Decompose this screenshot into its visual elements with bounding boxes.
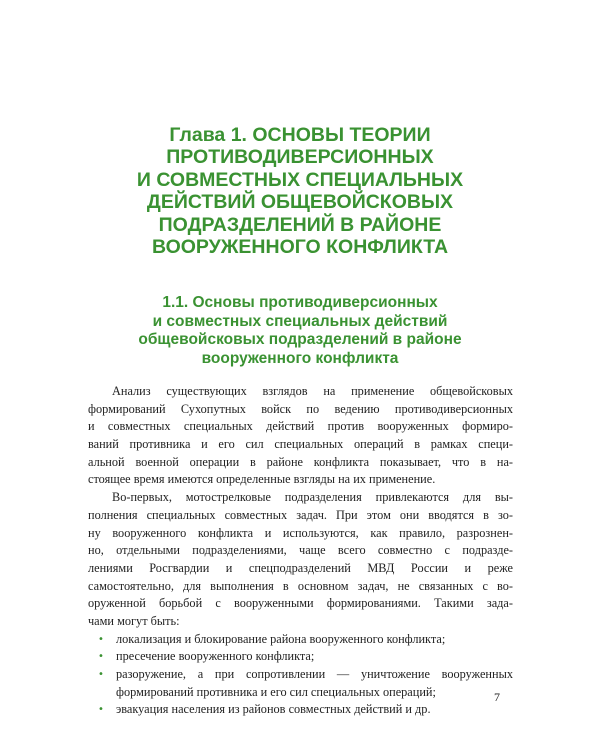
- bullet-text: локализация и блокирование района вооруженного конфликта;: [116, 631, 446, 646]
- text-line: лениями Росгвардии и спецподразделений МВД России и реже: [88, 560, 513, 575]
- chapter-title-line: ДЕЙСТВИЙ ОБЩЕВОЙСКОВЫХ: [146, 191, 454, 214]
- text-line: оруженной борьбой с вооруженными формированиями. Такими зада-: [88, 596, 513, 611]
- bullet-text: формирований противника и его сил специальных операций;: [116, 684, 436, 699]
- bullet-icon: •: [98, 633, 104, 645]
- section-title: [100, 294, 500, 369]
- text-line: но, отдельными подразделениями, чаще всего совместно с подразде-: [88, 543, 513, 558]
- text-line: Во-первых, мотострелковые подразделения привлекаются для вы-: [112, 490, 513, 505]
- text-line: ваний противника и его сил специальных операций в рамках специ-: [88, 437, 513, 452]
- bullet-text: эвакуация населения из районов совместных действий и др.: [116, 702, 431, 717]
- chapter-title-line: ВООРУЖЕННОГО КОНФЛИКТА: [151, 236, 449, 259]
- section-title-line: и совместных специальных действий: [152, 312, 448, 330]
- paragraph-first-point: [88, 489, 513, 631]
- chapter-title-line: Глава 1. ОСНОВЫ ТЕОРИИ: [169, 124, 431, 146]
- text-line: чами могут быть:: [88, 613, 180, 628]
- text-line: стоящее время имеются определенные взгляды на их применение.: [88, 472, 436, 487]
- bullet-icon: •: [98, 704, 104, 716]
- text-line: формирований Сухопутных войск по ведению противодиверсионных: [88, 401, 513, 416]
- text-line: Анализ существующих взглядов на применение общевойсковых: [112, 384, 513, 398]
- task-bullet-list: [88, 631, 513, 719]
- bullet-item: [88, 666, 513, 701]
- bullet-item: [88, 701, 513, 719]
- bullet-item: [88, 631, 513, 649]
- text-line: полнения специальных совместных задач. При этом они вводятся в зо-: [88, 507, 513, 522]
- bullet-text: разоружение, а при сопротивлении — уничтожение вооруженных: [116, 667, 513, 681]
- chapter-title-line: ПОДРАЗДЕЛЕНИЙ В РАЙОНЕ: [158, 213, 442, 236]
- text-line: и совместных специальных действий против вооруженных формиро-: [88, 419, 513, 434]
- section-title-line: общевойсковых подразделений в районе: [138, 331, 462, 349]
- bullet-icon: •: [98, 669, 104, 680]
- page-number: 7: [494, 690, 500, 704]
- bullet-item: [88, 648, 513, 666]
- bullet-icon: •: [98, 651, 104, 663]
- text-line: ну вооруженного конфликта и используются, как правило, разрознен-: [88, 525, 513, 540]
- text-line: альной военной операции в районе конфликта показывает, что в на-: [88, 454, 513, 469]
- paragraph-analysis: [88, 383, 513, 489]
- text-line: самостоятельно, для выполнения в основном задач, не связанных с во-: [88, 578, 513, 593]
- section-title-line: вооруженного конфликта: [201, 350, 399, 368]
- chapter-title: [110, 124, 490, 258]
- section-title-line: 1.1. Основы противодиверсионных: [162, 294, 438, 311]
- bullet-text: пресечение вооруженного конфликта;: [116, 649, 315, 664]
- body-text: [88, 383, 513, 719]
- chapter-title-line: ПРОТИВОДИВЕРСИОННЫХ: [166, 146, 434, 169]
- chapter-title-line: И СОВМЕСТНЫХ СПЕЦИАЛЬНЫХ: [136, 168, 464, 191]
